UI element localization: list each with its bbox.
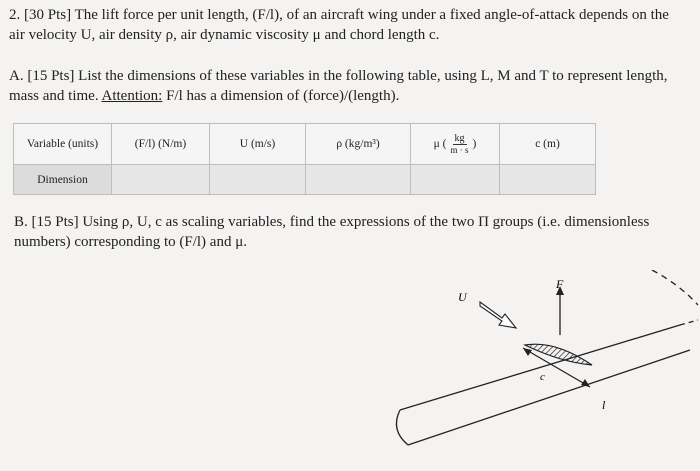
dimension-input-density[interactable] [306, 165, 411, 195]
label-u: U [458, 290, 467, 304]
wing-diagram [380, 270, 700, 470]
dimension-label-cell: Dimension [14, 165, 112, 195]
dimension-input-viscosity[interactable] [411, 165, 500, 195]
part-b-line-1: B. [15 Pts] Using ρ, U, c as scaling variables, find the expressions of the two Π groups (i.e. dimensionless [14, 214, 650, 230]
dimension-input-force[interactable] [112, 165, 210, 195]
label-c: c [540, 371, 545, 383]
question-line-1: 2. [30 Pts] The lift force per unit length, (F/l), of an aircraft wing under a fixed angle-of-attack depends on the [9, 7, 669, 23]
mu-units-num: kg [454, 132, 465, 144]
attention-label: Attention: [101, 88, 163, 104]
row-header-cell: Variable (units) [14, 124, 112, 165]
question-line-2: air velocity U, air density ρ, air dynamic viscosity μ and chord length c. [9, 27, 440, 43]
col-velocity: U (m/s) [210, 124, 306, 165]
dimension-table [13, 123, 596, 195]
wing-leading-edge [396, 410, 408, 445]
col-viscosity [411, 124, 500, 165]
velocity-arrow-icon [480, 302, 516, 328]
mu-close: ) [472, 138, 477, 150]
part-a-suffix: F/l has a dimension of (force)/(length). [162, 88, 400, 104]
wing-top-dashed [680, 320, 698, 325]
label-f: F [556, 277, 564, 291]
part-a-line-1: A. [15 Pts] List the dimensions of these variables in the following table, using L, M and T to represent length, [9, 68, 668, 84]
col-chord: c (m) [500, 124, 596, 165]
col-density: ρ (kg/m³) [306, 124, 411, 165]
wing-tip-dashed [652, 270, 698, 305]
dimension-input-chord[interactable] [500, 165, 596, 195]
part-a-prefix: mass and time. [9, 88, 102, 104]
table-header-row [14, 124, 596, 165]
col-force-per-length: (F/l) (N/m) [112, 124, 210, 165]
part-a-line-2 [9, 87, 399, 106]
part-b-line-2: numbers) corresponding to (F/l) and μ. [14, 234, 247, 250]
mu-units-den: m · s [450, 144, 469, 155]
label-l: l [602, 398, 606, 412]
mu-units-fraction [449, 133, 471, 156]
mu-symbol: μ ( [433, 138, 447, 150]
dimension-input-velocity[interactable] [210, 165, 306, 195]
table-dimension-row [14, 165, 596, 195]
